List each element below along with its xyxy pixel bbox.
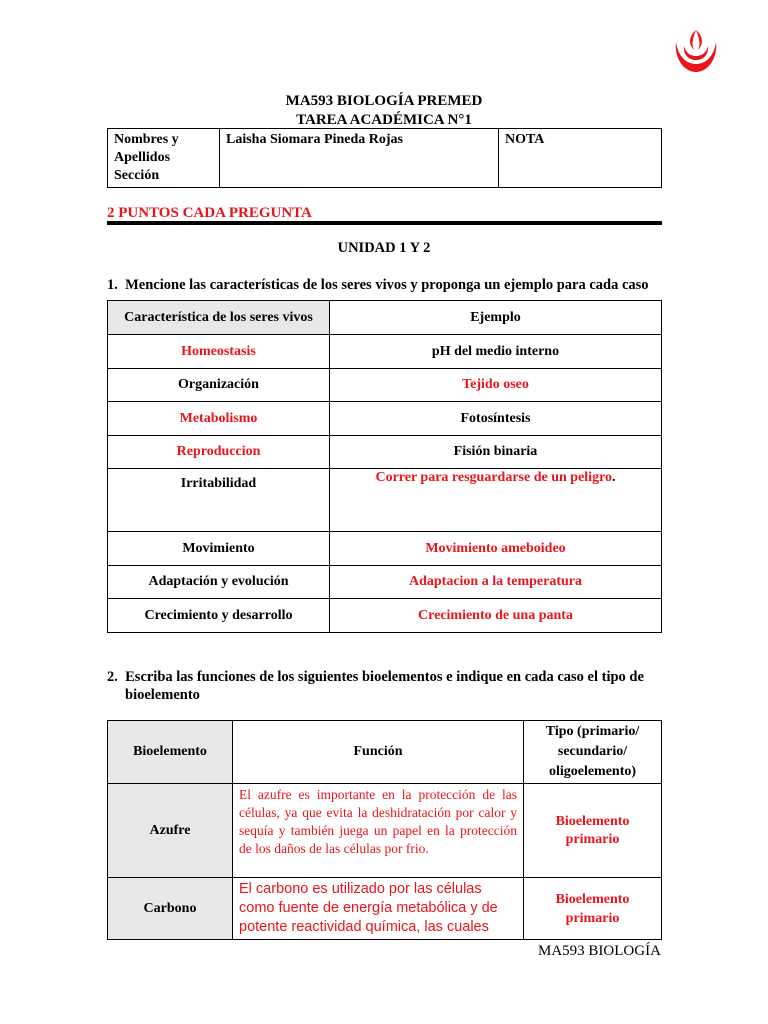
example-text: Correr para resguardarse de un peligro: [375, 470, 613, 485]
type-line2: primario: [565, 831, 620, 847]
table-row: [108, 335, 662, 369]
table-row: [108, 469, 662, 532]
upc-flame-logo-icon: [672, 28, 720, 74]
type-line2: primario: [565, 910, 620, 926]
type-line1: Bioelemento: [555, 813, 630, 829]
divider-bar: [107, 221, 662, 225]
characteristic-cell: Irritabilidad: [108, 469, 330, 532]
unit-title: UNIDAD 1 Y 2: [337, 240, 431, 256]
col-type-line3: oligoelemento): [548, 764, 637, 779]
characteristic-cell: Adaptación y evolución: [108, 566, 330, 599]
example-cell: Movimiento ameboideo: [330, 532, 662, 566]
example-cell: [330, 469, 662, 532]
type-line1: Bioelemento: [555, 891, 630, 907]
col-type-line1: Tipo (primario/: [545, 724, 640, 739]
characteristics-table: [107, 300, 662, 633]
question-1: [107, 276, 667, 294]
example-cell: Fisión binaria: [330, 436, 662, 469]
table-row: [108, 599, 662, 633]
characteristic-cell: Metabolismo: [108, 402, 330, 436]
example-cell: Tejido oseo: [330, 369, 662, 402]
characteristic-cell: Reproduccion: [108, 436, 330, 469]
function-cell: El carbono es utilizado por las células como fuente de energía metabólica y de potente reactividad química, las cuales: [233, 878, 524, 940]
label-apellidos: Apellidos: [114, 150, 171, 165]
col-function-header: Función: [233, 721, 524, 784]
question-1-text: Mencione las características de los seres vivos y proponga un ejemplo para cada caso: [125, 277, 649, 293]
question-1-number: 1.: [107, 277, 118, 293]
col-bioelement-header: Bioelemento: [108, 721, 233, 784]
label-seccion: Sección: [114, 168, 160, 183]
name-section-label-cell: [108, 129, 220, 188]
bioelement-cell: Carbono: [108, 878, 233, 940]
label-nombres: Nombres y: [114, 132, 179, 147]
table-row: [108, 532, 662, 566]
table-row: [108, 369, 662, 402]
bioelements-table: [107, 720, 662, 940]
example-suffix: .: [612, 470, 616, 485]
table-row: [108, 436, 662, 469]
question-2: [107, 668, 670, 704]
characteristic-cell: Crecimiento y desarrollo: [108, 599, 330, 633]
example-cell: Crecimiento de una panta: [330, 599, 662, 633]
example-cell: Adaptacion a la temperatura: [330, 566, 662, 599]
assignment-title: TAREA ACADÉMICA N°1: [296, 112, 472, 128]
course-title: MA593 BIOLOGÍA PREMED: [285, 93, 483, 109]
characteristic-cell: Organización: [108, 369, 330, 402]
example-cell: Fotosíntesis: [330, 402, 662, 436]
page-footer: MA593 BIOLOGÍA: [538, 943, 661, 959]
question-2-text: Escriba las funciones de los siguientes bioelementos e indique en cada caso el tipo de bioelemento: [125, 669, 644, 703]
col-example-header: Ejemplo: [330, 301, 662, 335]
table-row: [108, 402, 662, 436]
student-name: Laisha Siomara Pineda Rojas: [220, 129, 499, 188]
identity-table: [107, 128, 662, 188]
grade-label: NOTA: [499, 129, 662, 188]
example-cell: pH del medio interno: [330, 335, 662, 369]
bioelement-cell: Azufre: [108, 784, 233, 878]
type-cell: [524, 784, 662, 878]
table-row: [108, 878, 662, 940]
col-type-header: [524, 721, 662, 784]
table-row: [108, 784, 662, 878]
characteristic-cell: Homeostasis: [108, 335, 330, 369]
characteristic-cell: Movimiento: [108, 532, 330, 566]
col-characteristic-header: Característica de los seres vivos: [108, 301, 330, 335]
points-note: 2 PUNTOS CADA PREGUNTA: [107, 205, 312, 221]
function-cell: El azufre es importante en la protección de las células, ya que evita la deshidratación por calor y sequía y también juega un papel en la protección de los daños de las células por frio.: [233, 784, 524, 878]
table-row: [108, 566, 662, 599]
question-2-number: 2.: [107, 669, 118, 685]
col-type-line2: secundario/: [557, 744, 628, 759]
type-cell: [524, 878, 662, 940]
